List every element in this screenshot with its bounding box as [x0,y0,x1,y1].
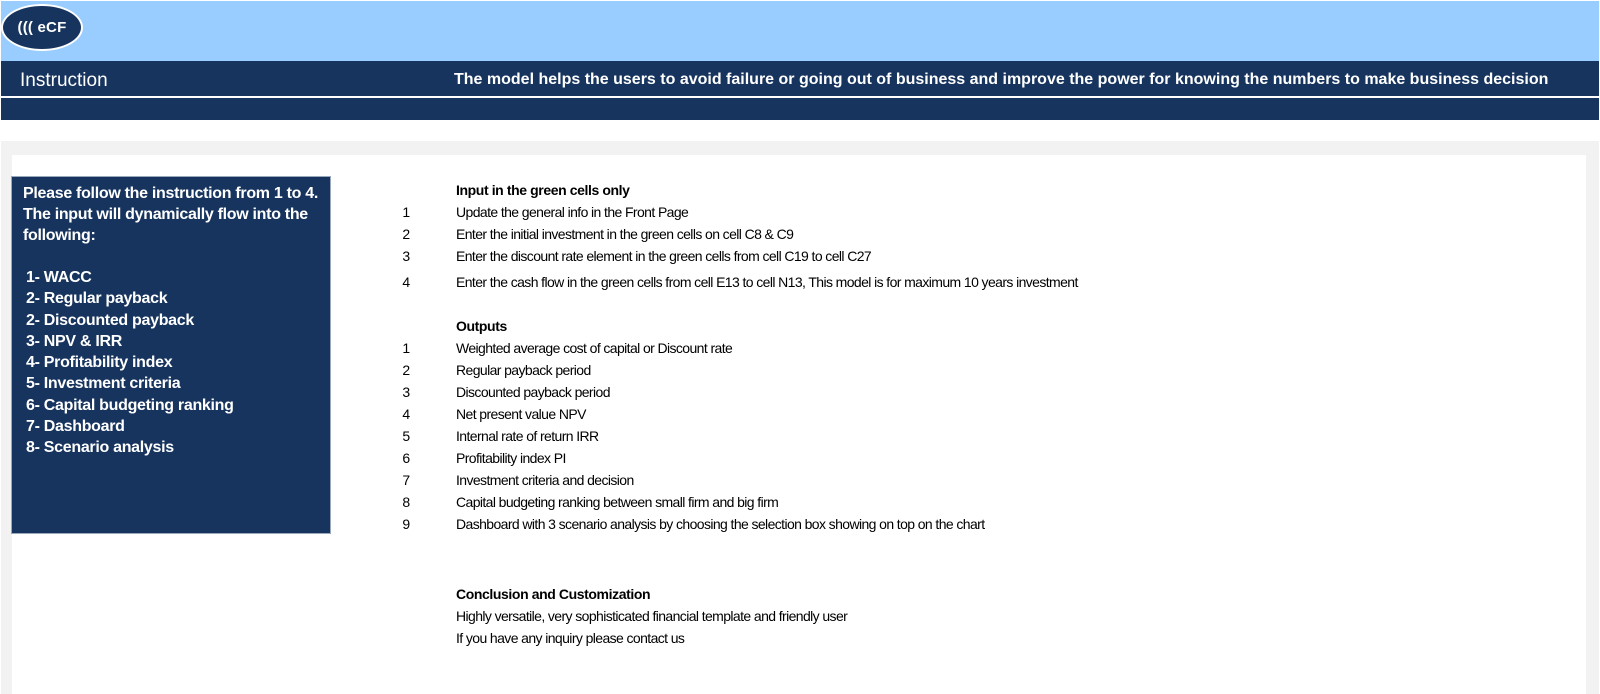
input-row-text: Enter the initial investment in the green cells on cell C8 & C9 [456,226,794,242]
input-row-number: 4 [402,274,410,290]
instruction-item: 2- Regular payback [26,290,168,308]
output-row-text: Regular payback period [456,362,591,378]
output-row-text: Capital budgeting ranking between small firm and big firm [456,494,779,510]
instruction-item: 7- Dashboard [26,418,125,436]
logo-text: ((( eCF [17,19,67,36]
output-row-text: Internal rate of return IRR [456,428,599,444]
instruction-box [11,176,331,534]
output-row-text: Discounted payback period [456,384,610,400]
outputs-heading: Outputs [456,318,507,334]
instruction-list [26,267,234,459]
output-row-number: 7 [402,472,410,488]
page-title: Instruction [20,70,108,91]
input-row-number: 2 [402,226,410,242]
input-row-text: Enter the cash flow in the green cells from cell E13 to cell N13, This model is for maximum 10 years investment [456,274,1078,290]
conclusion-line: If you have any inquiry please contact us [456,630,685,646]
output-row-text: Profitability index PI [456,450,566,466]
output-row-number: 8 [402,494,410,510]
header-tagline: The model helps the users to avoid failure or going out of business and improve the power for knowing the numbers to make business decision [454,71,1549,88]
output-row-text: Weighted average cost of capital or Discount rate [456,340,733,356]
instruction-intro: Please follow the instruction from 1 to 4. The input will dynamically flow into the following: [23,185,319,244]
instruction-item: 2- Discounted payback [26,311,194,329]
instruction-item: 3- NPV & IRR [26,332,122,350]
output-row-text: Net present value NPV [456,406,586,422]
output-row-number: 2 [402,362,410,378]
output-row-number: 9 [402,516,410,532]
header-top-band [1,1,1599,61]
output-row-number: 3 [402,384,410,400]
input-row-number: 1 [402,204,410,220]
output-row-text: Dashboard with 3 scenario analysis by choosing the selection box showing on top on the chart [456,516,985,532]
instruction-item: 6- Capital budgeting ranking [26,396,234,414]
header-sub-band [1,98,1599,120]
input-row-text: Update the general info in the Front Page [456,204,689,220]
inputs-heading: Input in the green cells only [456,182,630,198]
input-row-number: 3 [402,248,410,264]
instruction-item: 1- WACC [26,269,92,286]
ecf-logo [1,4,83,51]
conclusion-heading: Conclusion and Customization [456,586,651,602]
output-row-number: 6 [402,450,410,466]
instruction-item: 5- Investment criteria [26,375,181,393]
instruction-item: 4- Profitability index [26,354,173,372]
instruction-item: 8- Scenario analysis [26,439,174,457]
output-row-number: 1 [402,340,410,356]
output-row-text: Investment criteria and decision [456,472,634,488]
conclusion-line: Highly versatile, very sophisticated financial template and friendly user [456,608,848,624]
input-row-text: Enter the discount rate element in the green cells from cell C19 to cell C27 [456,248,872,264]
output-row-number: 4 [402,406,410,422]
output-row-number: 5 [402,428,410,444]
